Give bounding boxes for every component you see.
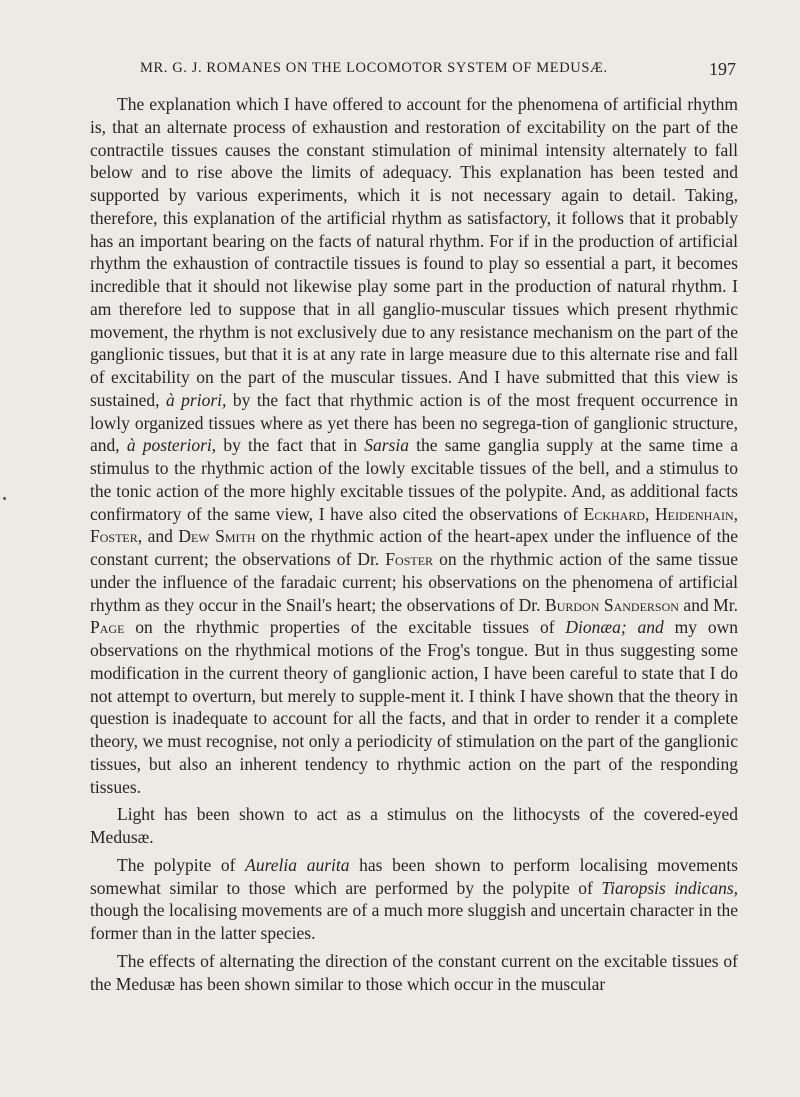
text-run: on the rhythmic action of the same tissue under the influence of the faradaic current; his observations on the phenomena of artificial rhythm as they occur in the Snail's heart; the observations of Dr. bbox=[90, 549, 738, 615]
text-run: on the rhythmic action of the heart-apex under the influence of the constant current; the observations of Dr. bbox=[90, 526, 738, 569]
author-name: Foster bbox=[90, 526, 138, 547]
text-run: on the rhythmic properties of the excitable tissues of bbox=[124, 617, 566, 638]
species-name: Tiaropsis indicans, bbox=[601, 877, 739, 898]
text-run: though the localising movements are of a much more sluggish and uncertain character in the former than in the latter species. bbox=[90, 900, 738, 943]
paper-speck bbox=[3, 497, 6, 500]
text-run: The polypite of bbox=[117, 854, 246, 875]
italic-term: à posteriori, bbox=[126, 435, 217, 456]
author-name: Page bbox=[90, 617, 125, 638]
author-name: Burdon Sanderson bbox=[545, 594, 679, 615]
paragraph-light-stimulus: Light has been shown to act as a stimulus on the lithocysts of the covered-eyed Medusæ. bbox=[90, 804, 738, 847]
text-run: my own observations on the rhythmical motions of the Frog's tongue. But in thus suggesting some modification in the current theory of ganglionic action, I have been careful to state that I do not attempt to overturn, but merely to supple-ment it. I think I have shown that the theory in question is inadequate to account for all the facts, and that in order to render it a complete theory, we must recognise, not only a periodicity of stimulation on the part of the ganglionic tissues, but also an inherent tendency to rhythmic action on the part of the responding tissues. bbox=[90, 617, 739, 797]
author-name: Foster bbox=[385, 549, 434, 569]
text-run: by the fact that in bbox=[216, 435, 365, 456]
author-name: Dew Smith bbox=[178, 526, 256, 547]
italic-term: à priori, bbox=[165, 389, 227, 410]
species-name: Aurelia aurita bbox=[245, 854, 350, 875]
paragraph-constant-current: The effects of alternating the direction of the constant current on the excitable tissues of the Medusæ has been shown similar to those which occur in the muscular bbox=[90, 950, 738, 994]
author-name: Heidenhain bbox=[655, 503, 734, 524]
text-run: has been shown to perform localising movements somewhat similar to those which are performed by the polypite of bbox=[90, 854, 738, 898]
text-run: , bbox=[733, 503, 739, 524]
author-name: Eckhard bbox=[583, 503, 645, 524]
text-run: The explanation which I have offered to account for the phenomena of artificial rhythm is, that an alternate process of exhaustion and restoration of excitability on the part of the contractile tissues causes the constant stimulation of minimal intensity alternately to fall below and to rise above the limits of adequacy. This explanation has been tested and supported by various experiments, which it is not necessary again to detail. Taking, therefore, this explanation of the artificial rhythm as satisfactory, it follows that it probably has an important bearing on the facts of natural rhythm. For if in the production of artificial rhythm the exhaustion of contractile tissues is found to play so essential a part, it becomes incredible that it should not likewise play some part in the production of natural rhythm. I am therefore led to suppose that in all ganglio-muscular tissues which present rhythmic movement, the rhythm is not exclusively due to any resistance mechanism on the part of the ganglionic tissues, but that it is at any rate in large measure due to this alternate rise and fall of excitability on the part of the muscular tissues. And I have submitted that this view is sustained, bbox=[90, 94, 738, 410]
paragraph-artificial-rhythm bbox=[90, 93, 738, 798]
text-run: by the fact that rhythmic action is of the most frequent occurrence in lowly organized tissues where as yet there has been no segrega-tion of ganglionic structure, and, bbox=[90, 389, 738, 456]
text-run: the same ganglia supply at the same time a stimulus to the rhythmic action of the lowly excitable tissues of the bell, and a stimulus to the tonic action of the more highly excitable tissues of the polypite. And, as additional facts confirmatory of the same view, I have also cited the observations of bbox=[90, 435, 738, 524]
body-text bbox=[90, 93, 738, 995]
text-run: , and bbox=[137, 526, 179, 547]
running-head: MR. G. J. ROMANES ON THE LOCOMOTOR SYSTEM OF MEDUSÆ. bbox=[140, 60, 608, 76]
text-run: and Mr. bbox=[678, 594, 738, 615]
page-number: 197 bbox=[709, 59, 736, 79]
species-name: Sarsia bbox=[364, 435, 409, 456]
text-run: , bbox=[645, 503, 656, 524]
paragraph-polypite bbox=[90, 854, 738, 945]
species-name: Dionæa; and bbox=[565, 617, 664, 638]
